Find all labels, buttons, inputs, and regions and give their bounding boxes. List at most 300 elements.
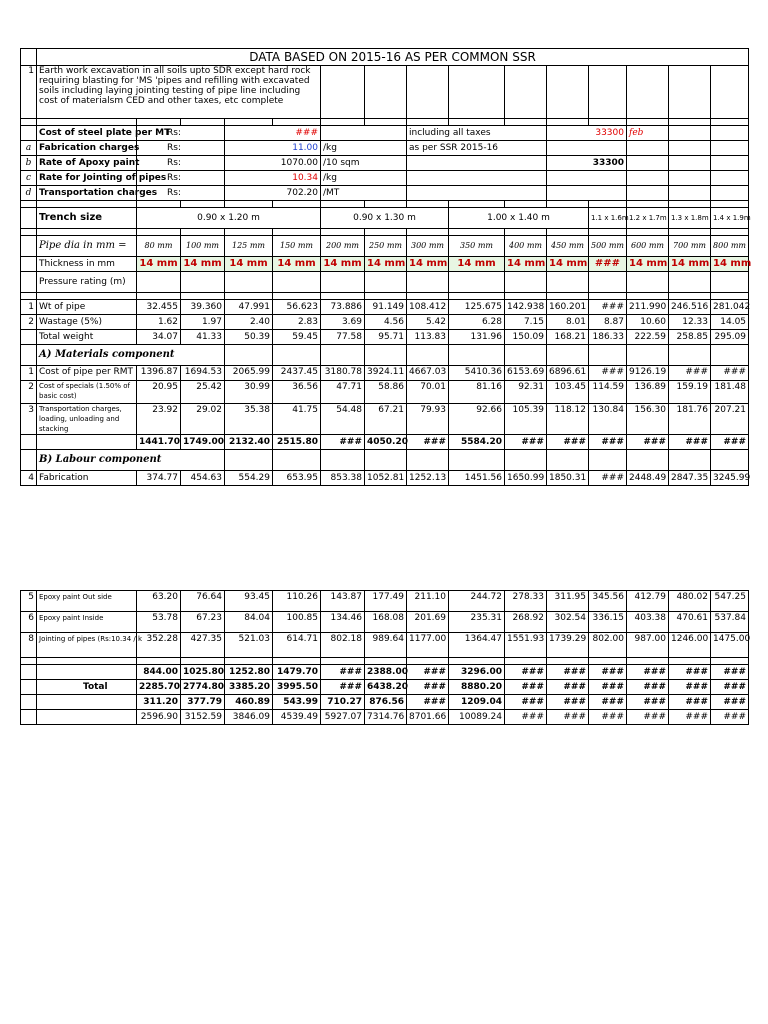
- pipe-dia-value: 80 mm: [137, 236, 181, 257]
- value-cell: ###: [407, 695, 449, 710]
- empty-cell: [321, 119, 365, 126]
- value-cell: 802.00: [589, 633, 627, 658]
- subtotal-value: ###: [627, 665, 669, 680]
- empty-cell: [505, 450, 547, 471]
- empty-cell: [21, 450, 37, 471]
- value-cell: 20.95: [137, 381, 181, 404]
- empty-cell: [669, 141, 711, 156]
- value-cell: 8701.66: [407, 710, 449, 725]
- row-label: Cost of pipe per RMT: [37, 366, 137, 381]
- value-cell: 853.38: [321, 471, 365, 486]
- total-value: ###: [669, 680, 711, 695]
- labour-heading: B) Labour component: [37, 450, 225, 471]
- value-cell: 47.71: [321, 381, 365, 404]
- lower-row: [21, 612, 749, 633]
- thickness-value: 14 mm: [181, 257, 225, 272]
- value-cell: 150.09: [505, 330, 547, 345]
- value-cell: ###: [505, 710, 547, 725]
- rate-note: [407, 156, 547, 171]
- pipe-dia-value: 700 mm: [669, 236, 711, 257]
- row-number: 4: [21, 471, 37, 486]
- value-cell: 181.76: [669, 404, 711, 435]
- value-cell: 3.69: [321, 315, 365, 330]
- value-cell: 168.08: [365, 612, 407, 633]
- empty-cell: [449, 119, 505, 126]
- trench-size: 1.3 x 1.8m: [669, 208, 711, 229]
- pipe-dia-value: 350 mm: [449, 236, 505, 257]
- empty-cell: [37, 201, 137, 208]
- empty-cell: [181, 201, 225, 208]
- item-number: 1: [21, 66, 37, 119]
- value-cell: 336.15: [589, 612, 627, 633]
- row-label: Cost of specials (1.50% of basic cost): [37, 381, 137, 404]
- empty-cell: [407, 293, 449, 300]
- empty-cell: [225, 119, 273, 126]
- pipe-dia-value: 450 mm: [547, 236, 589, 257]
- pipe-dia-value: 150 mm: [273, 236, 321, 257]
- total-value: ###: [627, 680, 669, 695]
- value-cell: 47.991: [225, 300, 273, 315]
- value-cell: 403.38: [627, 612, 669, 633]
- value-cell: 14.05: [711, 315, 749, 330]
- empty-cell: [21, 201, 37, 208]
- empty-cell: [449, 658, 505, 665]
- rate-extra: 33300: [547, 156, 627, 171]
- empty-cell: [225, 229, 273, 236]
- total-value: 5584.20: [449, 435, 505, 450]
- lower-row4: [21, 710, 749, 725]
- value-cell: 56.623: [273, 300, 321, 315]
- total-value: 2285.70: [137, 680, 181, 695]
- empty-cell: [321, 66, 365, 119]
- empty-cell: [505, 119, 547, 126]
- empty-cell: [407, 450, 449, 471]
- thickness-value: 14 mm: [669, 257, 711, 272]
- value-cell: 1451.56: [449, 471, 505, 486]
- value-cell: 58.86: [365, 381, 407, 404]
- total-value: 6438.20: [365, 680, 407, 695]
- empty-cell: [711, 658, 749, 665]
- value-cell: 156.30: [627, 404, 669, 435]
- value-cell: 4.56: [365, 315, 407, 330]
- empty-cell: [137, 272, 181, 293]
- blank-row: [21, 293, 749, 300]
- value-cell: 470.61: [669, 612, 711, 633]
- pipe-dia-row: [21, 236, 749, 257]
- blank-row: [21, 119, 749, 126]
- sheet-title: DATA BASED ON 2015-16 AS PER COMMON SSR: [37, 49, 749, 66]
- value-cell: 1.62: [137, 315, 181, 330]
- empty-cell: [225, 293, 273, 300]
- empty-cell: [711, 171, 749, 186]
- empty-cell: [137, 229, 181, 236]
- weight-row: [21, 330, 749, 345]
- rate-suffix: /10 sqm: [321, 156, 407, 171]
- empty-cell: [181, 229, 225, 236]
- total-value: ###: [321, 680, 365, 695]
- empty-cell: [589, 658, 627, 665]
- total-value: ###: [589, 680, 627, 695]
- trench-size: 0.90 x 1.20 m: [137, 208, 321, 229]
- value-cell: ###: [589, 710, 627, 725]
- total-value: 1441.70: [137, 435, 181, 450]
- empty-cell: [589, 119, 627, 126]
- value-cell: 201.69: [407, 612, 449, 633]
- empty-cell: [137, 293, 181, 300]
- value-cell: 23.92: [137, 404, 181, 435]
- rate-extra-note: [627, 186, 669, 201]
- empty-cell: [407, 272, 449, 293]
- value-cell: 3245.99: [711, 471, 749, 486]
- total-value: 2774.80: [181, 680, 225, 695]
- row-label: Fabrication: [37, 471, 137, 486]
- empty-cell: [505, 272, 547, 293]
- value-cell: ###: [627, 695, 669, 710]
- empty-cell: [365, 66, 407, 119]
- rate-key: c: [21, 171, 37, 186]
- pressure-label: Pressure rating (m): [37, 272, 137, 293]
- total-value: ###: [669, 435, 711, 450]
- rate-key: d: [21, 186, 37, 201]
- total-value: ###: [321, 435, 365, 450]
- value-cell: 427.35: [181, 633, 225, 658]
- row-number: 2: [21, 381, 37, 404]
- value-cell: ###: [589, 366, 627, 381]
- pipe-dia-label: Pipe dia in mm =: [37, 236, 137, 257]
- row-label: Total weight: [37, 330, 137, 345]
- empty-cell: [137, 201, 181, 208]
- subtotal-value: ###: [505, 665, 547, 680]
- value-cell: 710.27: [321, 695, 365, 710]
- thickness-value: 14 mm: [449, 257, 505, 272]
- title-row: [21, 49, 749, 66]
- value-cell: 2.83: [273, 315, 321, 330]
- empty-cell: [37, 435, 137, 450]
- empty-cell: [547, 66, 589, 119]
- empty-cell: [627, 119, 669, 126]
- empty-cell: [365, 272, 407, 293]
- value-cell: ###: [669, 695, 711, 710]
- rate-unit: Rs:: [137, 171, 225, 186]
- value-cell: 186.33: [589, 330, 627, 345]
- value-cell: 41.75: [273, 404, 321, 435]
- thickness-value: 14 mm: [321, 257, 365, 272]
- value-cell: 311.95: [547, 591, 589, 612]
- value-cell: 989.64: [365, 633, 407, 658]
- value-cell: 143.87: [321, 591, 365, 612]
- rate-extra: [547, 186, 627, 201]
- row-label: Epoxy paint Out side: [37, 591, 137, 612]
- total-value: 8880.20: [449, 680, 505, 695]
- value-cell: ###: [505, 695, 547, 710]
- empty-cell: [21, 257, 37, 272]
- empty-cell: [547, 201, 589, 208]
- thickness-value: 14 mm: [711, 257, 749, 272]
- row-label: Jointing of pipes (Rs:10.34 / k: [37, 633, 137, 658]
- pipe-dia-value: 400 mm: [505, 236, 547, 257]
- value-cell: 246.516: [669, 300, 711, 315]
- empty-cell: [547, 450, 589, 471]
- value-cell: 480.02: [669, 591, 711, 612]
- total-value: 4050.20: [365, 435, 407, 450]
- pipe-dia-value: 300 mm: [407, 236, 449, 257]
- empty-cell: [449, 66, 505, 119]
- subtotal-value: ###: [589, 665, 627, 680]
- pipe-dia-value: 125 mm: [225, 236, 273, 257]
- value-cell: 5927.07: [321, 710, 365, 725]
- empty-cell: [627, 66, 669, 119]
- value-cell: 34.07: [137, 330, 181, 345]
- rate-suffix: /MT: [321, 186, 407, 201]
- subtotal-value: 1025.80: [181, 665, 225, 680]
- empty-cell: [37, 229, 137, 236]
- empty-cell: [505, 229, 547, 236]
- rate-note: as per SSR 2015-16: [407, 141, 547, 156]
- value-cell: 136.89: [627, 381, 669, 404]
- value-cell: ###: [589, 471, 627, 486]
- empty-cell: [449, 293, 505, 300]
- empty-cell: [669, 293, 711, 300]
- value-cell: 244.72: [449, 591, 505, 612]
- empty-cell: [669, 156, 711, 171]
- value-cell: 63.20: [137, 591, 181, 612]
- cost-sheet-upper: [20, 48, 752, 486]
- materials-row: [21, 381, 749, 404]
- total-value: ###: [407, 435, 449, 450]
- value-cell: 3846.09: [225, 710, 273, 725]
- value-cell: 39.360: [181, 300, 225, 315]
- thickness-value: 14 mm: [273, 257, 321, 272]
- total-value: ###: [407, 680, 449, 695]
- empty-cell: [225, 658, 273, 665]
- total-value: 1749.00: [181, 435, 225, 450]
- row-label: Wastage (5%): [37, 315, 137, 330]
- empty-cell: [21, 435, 37, 450]
- value-cell: 554.29: [225, 471, 273, 486]
- empty-cell: [37, 658, 137, 665]
- value-cell: 374.77: [137, 471, 181, 486]
- rate-unit: Rs:: [137, 156, 225, 171]
- value-cell: 142.938: [505, 300, 547, 315]
- total-value: ###: [627, 435, 669, 450]
- rate-row: [21, 156, 749, 171]
- value-cell: 131.96: [449, 330, 505, 345]
- empty-cell: [711, 156, 749, 171]
- value-cell: 125.675: [449, 300, 505, 315]
- total-value: 2515.80: [273, 435, 321, 450]
- blank-row: [21, 201, 749, 208]
- value-cell: 5.42: [407, 315, 449, 330]
- value-cell: 5410.36: [449, 366, 505, 381]
- total-value: ###: [711, 680, 749, 695]
- row-number: 3: [21, 404, 37, 435]
- empty-cell: [225, 450, 273, 471]
- empty-cell: [627, 272, 669, 293]
- empty-cell: [21, 695, 37, 710]
- value-cell: 160.201: [547, 300, 589, 315]
- row-label: Wt of pipe: [37, 300, 137, 315]
- total-value: ###: [505, 435, 547, 450]
- rate-note: [407, 171, 547, 186]
- value-cell: ###: [669, 710, 711, 725]
- value-cell: 268.92: [505, 612, 547, 633]
- thickness-value: 14 mm: [365, 257, 407, 272]
- value-cell: 6153.69: [505, 366, 547, 381]
- empty-cell: [627, 345, 669, 366]
- value-cell: 53.78: [137, 612, 181, 633]
- value-cell: 108.412: [407, 300, 449, 315]
- value-cell: 110.26: [273, 591, 321, 612]
- value-cell: 2.40: [225, 315, 273, 330]
- value-cell: 412.79: [627, 591, 669, 612]
- lower-total-row: [21, 680, 749, 695]
- empty-cell: [21, 710, 37, 725]
- thickness-value: 14 mm: [225, 257, 273, 272]
- empty-cell: [547, 658, 589, 665]
- rate-extra: 33300: [547, 126, 627, 141]
- empty-cell: [711, 345, 749, 366]
- empty-cell: [365, 229, 407, 236]
- value-cell: 460.89: [225, 695, 273, 710]
- rate-extra-note: feb: [627, 126, 669, 141]
- row-label: Transportation charges, loading, unloading and stacking: [37, 404, 137, 435]
- value-cell: 3152.59: [181, 710, 225, 725]
- value-cell: 9126.19: [627, 366, 669, 381]
- value-cell: 2448.49: [627, 471, 669, 486]
- empty-cell: [407, 345, 449, 366]
- empty-cell: [21, 229, 37, 236]
- empty-cell: [273, 450, 321, 471]
- empty-cell: [21, 665, 37, 680]
- value-cell: 91.149: [365, 300, 407, 315]
- value-cell: 95.71: [365, 330, 407, 345]
- empty-cell: [365, 450, 407, 471]
- rate-unit: Rs:: [137, 186, 225, 201]
- empty-cell: [669, 186, 711, 201]
- thickness-value: 14 mm: [547, 257, 589, 272]
- value-cell: 1364.47: [449, 633, 505, 658]
- subtotal-value: 3296.00: [449, 665, 505, 680]
- value-cell: 6.28: [449, 315, 505, 330]
- empty-cell: [711, 450, 749, 471]
- empty-cell: [407, 119, 449, 126]
- empty-cell: [273, 229, 321, 236]
- rate-label: Rate of Apoxy paint: [37, 156, 137, 171]
- empty-cell: [669, 201, 711, 208]
- rate-label: Cost of steel plate per MT: [37, 126, 137, 141]
- total-value: ###: [547, 680, 589, 695]
- value-cell: 258.85: [669, 330, 711, 345]
- row-number: 2: [21, 315, 37, 330]
- empty-cell: [711, 201, 749, 208]
- pipe-dia-value: 250 mm: [365, 236, 407, 257]
- empty-cell: [711, 126, 749, 141]
- value-cell: 543.99: [273, 695, 321, 710]
- value-cell: ###: [711, 710, 749, 725]
- pipe-dia-value: 800 mm: [711, 236, 749, 257]
- value-cell: 73.886: [321, 300, 365, 315]
- value-cell: 113.83: [407, 330, 449, 345]
- empty-cell: [273, 119, 321, 126]
- subtotal-value: ###: [711, 665, 749, 680]
- rate-key: a: [21, 141, 37, 156]
- trench-row: [21, 208, 749, 229]
- subtotal-value: 2388.00: [365, 665, 407, 680]
- materials-total-row: [21, 435, 749, 450]
- value-cell: 36.56: [273, 381, 321, 404]
- value-cell: 130.84: [589, 404, 627, 435]
- empty-cell: [669, 126, 711, 141]
- blank-row: [21, 658, 749, 665]
- labour-heading-row: [21, 450, 749, 471]
- value-cell: 1396.87: [137, 366, 181, 381]
- rate-label: Rate for Jointing of pipes: [37, 171, 137, 186]
- empty-cell: [449, 229, 505, 236]
- rate-row: [21, 171, 749, 186]
- empty-cell: [365, 293, 407, 300]
- empty-cell: [21, 680, 37, 695]
- empty-cell: [37, 119, 137, 126]
- subtotal-value: 1479.70: [273, 665, 321, 680]
- empty-cell: [711, 293, 749, 300]
- rate-extra-note: [627, 141, 669, 156]
- value-cell: 25.42: [181, 381, 225, 404]
- rate-key: [21, 126, 37, 141]
- pressure-row: [21, 272, 749, 293]
- value-cell: 3180.78: [321, 366, 365, 381]
- value-cell: 802.18: [321, 633, 365, 658]
- value-cell: 54.48: [321, 404, 365, 435]
- rate-value: 10.34: [225, 171, 321, 186]
- value-cell: 100.85: [273, 612, 321, 633]
- trench-size: 1.1 x 1.6m: [589, 208, 627, 229]
- rate-suffix: /kg: [321, 141, 407, 156]
- empty-cell: [711, 119, 749, 126]
- total-value: ###: [711, 435, 749, 450]
- empty-cell: [273, 658, 321, 665]
- total-value: ###: [547, 435, 589, 450]
- materials-row: [21, 366, 749, 381]
- empty-cell: [273, 201, 321, 208]
- value-cell: 8.01: [547, 315, 589, 330]
- empty-cell: [505, 66, 547, 119]
- empty-cell: [21, 293, 37, 300]
- value-cell: 81.16: [449, 381, 505, 404]
- empty-cell: [711, 66, 749, 119]
- rate-suffix: /kg: [321, 171, 407, 186]
- empty-cell: [181, 658, 225, 665]
- value-cell: 10.60: [627, 315, 669, 330]
- rate-extra-note: [627, 156, 669, 171]
- empty-cell: [365, 658, 407, 665]
- empty-cell: [273, 272, 321, 293]
- pipe-dia-value: 600 mm: [627, 236, 669, 257]
- value-cell: 32.455: [137, 300, 181, 315]
- value-cell: 302.54: [547, 612, 589, 633]
- value-cell: 547.25: [711, 591, 749, 612]
- row-label: Epoxy paint Inside: [37, 612, 137, 633]
- empty-cell: [137, 119, 181, 126]
- value-cell: 2437.45: [273, 366, 321, 381]
- empty-cell: [321, 658, 365, 665]
- value-cell: 377.79: [181, 695, 225, 710]
- value-cell: 77.58: [321, 330, 365, 345]
- rate-label: Fabrication charges: [37, 141, 137, 156]
- empty-cell: [225, 345, 273, 366]
- value-cell: 1246.00: [669, 633, 711, 658]
- empty-cell: [505, 658, 547, 665]
- trench-size: 1.4 x 1.9m: [711, 208, 749, 229]
